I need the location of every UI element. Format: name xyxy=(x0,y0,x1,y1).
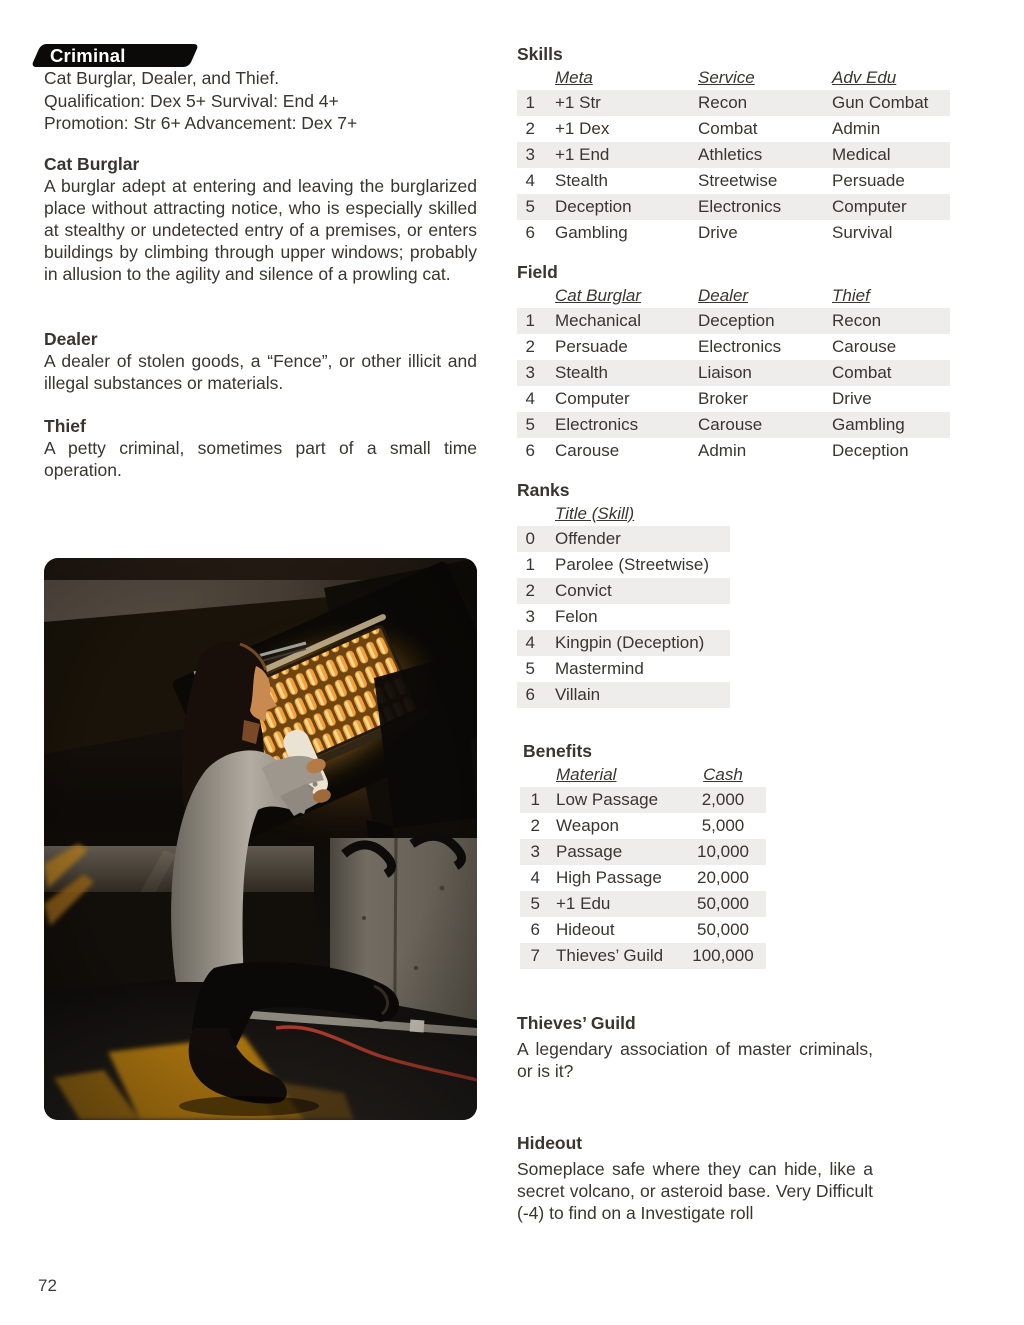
column-header: Title (Skill) xyxy=(555,503,635,523)
note-hideout xyxy=(517,1132,873,1224)
skill-cell: Stealth xyxy=(555,363,608,382)
skill-cell: Mechanical xyxy=(555,311,641,330)
rank-number: 5 xyxy=(525,659,535,678)
skill-cell: Deception xyxy=(555,197,632,216)
skill-cell: Computer xyxy=(832,197,907,216)
table-row xyxy=(517,412,950,438)
rank-number: 0 xyxy=(525,529,535,548)
skill-cell: Computer xyxy=(555,389,630,408)
specialty-thief xyxy=(44,415,477,481)
roll-number: 1 xyxy=(525,311,535,330)
benefit-material: Weapon xyxy=(556,816,620,835)
column-header: Dealer xyxy=(698,285,749,305)
benefit-material: High Passage xyxy=(556,868,662,887)
photo-illustration xyxy=(44,558,477,1120)
field-title: Field xyxy=(517,262,558,282)
intro-line: Cat Burglar, Dealer, and Thief. xyxy=(44,68,280,88)
roll-number: 5 xyxy=(530,894,540,913)
table-row xyxy=(520,943,766,969)
skill-cell: Drive xyxy=(698,223,738,242)
note-text: A legendary association of master criminals, or is it? xyxy=(517,1039,873,1081)
table-row xyxy=(520,787,766,813)
table-row xyxy=(520,865,766,891)
skill-cell: Medical xyxy=(832,145,891,164)
roll-number: 1 xyxy=(530,790,540,809)
note-thieves-guild xyxy=(517,1012,873,1082)
roll-number: 2 xyxy=(530,816,540,835)
rank-title: Kingpin (Deception) xyxy=(555,633,705,652)
rank-number: 6 xyxy=(525,685,535,704)
ranks-section xyxy=(517,480,950,708)
table-row xyxy=(520,891,766,917)
skill-cell: Electronics xyxy=(698,197,782,216)
benefits-section xyxy=(520,741,953,969)
career-intro xyxy=(44,67,477,135)
benefit-cash: 5,000 xyxy=(701,816,745,835)
roll-number: 5 xyxy=(525,197,535,216)
page-number: 72 xyxy=(38,1276,57,1295)
skill-cell: Gun Combat xyxy=(832,93,929,112)
roll-number: 7 xyxy=(530,946,540,965)
roll-number: 4 xyxy=(525,389,535,408)
benefit-cash: 50,000 xyxy=(697,894,749,913)
table-row xyxy=(520,839,766,865)
skill-cell: +1 Str xyxy=(555,93,601,112)
table-row xyxy=(517,386,950,412)
benefit-cash: 10,000 xyxy=(697,842,749,861)
skill-cell: Combat xyxy=(832,363,892,382)
column-header: Material xyxy=(556,764,617,784)
table-row xyxy=(517,656,730,682)
table-row xyxy=(517,526,730,552)
column-header: Adv Edu xyxy=(832,67,897,87)
rank-title: Mastermind xyxy=(555,659,644,678)
benefit-material: Hideout xyxy=(556,920,615,939)
table-row xyxy=(517,438,950,464)
table-row xyxy=(517,168,950,194)
note-text: Someplace safe where they can hide, like a secret volcano, or asteroid base. Very Difficult (-4) to find on a Investigate roll xyxy=(517,1159,873,1223)
rank-title: Villain xyxy=(555,685,601,704)
benefit-material: Thieves’ Guild xyxy=(556,946,664,965)
skill-cell: Persuade xyxy=(555,337,628,356)
table-row xyxy=(517,604,730,630)
intro-line: Promotion: Str 6+ Advancement: Dex 7+ xyxy=(44,113,358,133)
table-row xyxy=(520,813,766,839)
skill-cell: Gambling xyxy=(555,223,628,242)
skill-cell: Admin xyxy=(698,441,747,460)
column-header: Service xyxy=(698,67,755,87)
skill-cell: Combat xyxy=(698,119,758,138)
table-row xyxy=(517,308,950,334)
skill-cell: Electronics xyxy=(698,337,782,356)
table-row xyxy=(517,682,730,708)
career-banner xyxy=(31,44,199,67)
roll-number: 4 xyxy=(525,171,535,190)
criminal-photo xyxy=(44,558,477,1120)
skills-title: Skills xyxy=(517,44,563,64)
table-row xyxy=(517,220,950,246)
table-row xyxy=(517,90,950,116)
rank-number: 2 xyxy=(525,581,535,600)
skill-cell: Stealth xyxy=(555,171,608,190)
roll-number: 2 xyxy=(525,337,535,356)
skill-cell: Drive xyxy=(832,389,872,408)
skill-cell: Electronics xyxy=(555,415,639,434)
benefit-material: +1 Edu xyxy=(556,894,611,913)
benefit-cash: 100,000 xyxy=(692,946,754,965)
skill-cell: Carouse xyxy=(555,441,620,460)
skills-header-row xyxy=(517,65,950,90)
benefit-material: Low Passage xyxy=(556,790,659,809)
rank-number: 3 xyxy=(525,607,535,626)
rank-title: Convict xyxy=(555,581,612,600)
intro-line: Qualification: Dex 5+ Survival: End 4+ xyxy=(44,90,339,111)
benefit-cash: 20,000 xyxy=(697,868,749,887)
benefit-cash: 2,000 xyxy=(701,790,745,809)
specialty-text: A dealer of stolen goods, a “Fence”, or other illicit and illegal substances or materials. xyxy=(44,351,477,393)
skill-cell: Gambling xyxy=(832,415,905,434)
roll-number: 6 xyxy=(530,920,540,939)
specialty-text: A petty criminal, sometimes part of a small time operation. xyxy=(44,438,477,480)
ranks-header-row xyxy=(517,501,730,526)
specialty-heading: Cat Burglar xyxy=(44,154,140,174)
career-title: Criminal xyxy=(50,45,126,66)
roll-number: 6 xyxy=(525,223,535,242)
skill-cell: Persuade xyxy=(832,171,905,190)
table-row xyxy=(517,142,950,168)
rank-title: Parolee (Streetwise) xyxy=(555,555,710,574)
skill-cell: Survival xyxy=(832,223,893,242)
roll-number: 3 xyxy=(525,363,535,382)
skill-cell: Carouse xyxy=(698,415,763,434)
note-title: Hideout xyxy=(517,1133,583,1153)
ranks-title: Ranks xyxy=(517,480,570,500)
table-row xyxy=(520,917,766,943)
table-row xyxy=(517,552,730,578)
skills-section xyxy=(517,44,950,246)
specialty-heading: Thief xyxy=(44,416,86,436)
benefit-cash: 50,000 xyxy=(697,920,749,939)
specialty-text: A burglar adept at entering and leaving the burglarized place without attracting notice, who is especially skilled at stealthy or undetected entry of a premises, or enters buildings by climbing through upper windows; probably in allusion to the agility and silence of a prowling cat. xyxy=(44,176,477,284)
benefits-header-row xyxy=(520,762,766,787)
column-header: Meta xyxy=(555,67,593,87)
rank-number: 1 xyxy=(525,555,535,574)
table-row xyxy=(517,334,950,360)
skill-cell: Recon xyxy=(832,311,882,330)
benefit-material: Passage xyxy=(556,842,623,861)
skill-cell: Deception xyxy=(832,441,909,460)
roll-number: 4 xyxy=(530,868,540,887)
roll-number: 1 xyxy=(525,93,535,112)
table-row xyxy=(517,194,950,220)
column-header: Thief xyxy=(832,285,870,305)
skill-cell: Broker xyxy=(698,389,749,408)
skill-cell: +1 End xyxy=(555,145,610,164)
rank-title: Offender xyxy=(555,529,621,548)
skill-cell: Carouse xyxy=(832,337,897,356)
specialty-heading: Dealer xyxy=(44,329,98,349)
skill-cell: Deception xyxy=(698,311,775,330)
field-header-row xyxy=(517,283,950,308)
specialty-dealer xyxy=(44,328,477,394)
roll-number: 3 xyxy=(525,145,535,164)
skill-cell: Liaison xyxy=(698,363,752,382)
specialty-cat-burglar xyxy=(44,153,477,285)
benefits-title: Benefits xyxy=(523,741,593,761)
column-header: Cat Burglar xyxy=(555,285,641,305)
roll-number: 6 xyxy=(525,441,535,460)
table-row xyxy=(517,630,730,656)
skill-cell: Recon xyxy=(698,93,748,112)
note-title: Thieves’ Guild xyxy=(517,1013,636,1033)
rank-title: Felon xyxy=(555,607,598,626)
roll-number: 5 xyxy=(525,415,535,434)
rank-number: 4 xyxy=(525,633,535,652)
skill-cell: Streetwise xyxy=(698,171,778,190)
roll-number: 3 xyxy=(530,842,540,861)
table-row xyxy=(517,578,730,604)
skill-cell: Athletics xyxy=(698,145,763,164)
roll-number: 2 xyxy=(525,119,535,138)
table-row xyxy=(517,116,950,142)
column-header: Cash xyxy=(703,764,743,784)
skill-cell: +1 Dex xyxy=(555,119,610,138)
skill-cell: Admin xyxy=(832,119,881,138)
field-section xyxy=(517,262,950,464)
table-row xyxy=(517,360,950,386)
